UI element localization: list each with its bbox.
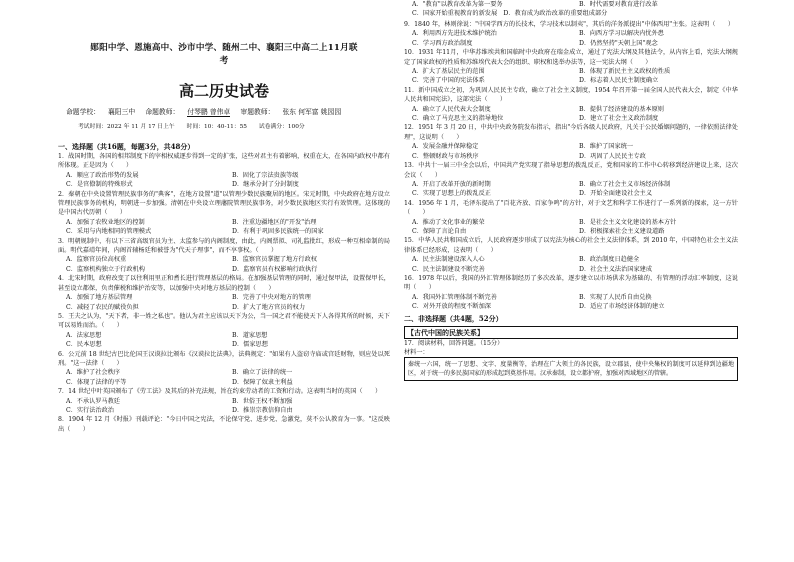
question-stem: 5．王夫之认为，"天下者，非一姓之私也"。他认为君主应该以天下为公，当一国之君不能使天下人各得其所的时候，天下可以易姓而治。（ ） — [58, 312, 390, 330]
exam-time: 时间：10：40-11：55 — [186, 124, 247, 130]
option-b: B．时代需要对教育进行改革 — [579, 1, 658, 8]
left-column — [58, 0, 390, 562]
option-b: D．积极探索社会主义建设道路 — [579, 227, 665, 235]
option-b: D．儒家思想 — [232, 341, 268, 349]
option-row — [58, 368, 390, 377]
option-b: B．世俗王权不断加强 — [232, 397, 293, 405]
option-row — [58, 378, 390, 387]
option-a: C．监察机构独立于行政机构 — [66, 265, 145, 273]
q8-options — [404, 0, 738, 19]
subject-title: 高二历史试卷 — [178, 82, 269, 100]
option-a: A．维护了社会秩序 — [66, 369, 120, 377]
option-row — [404, 180, 738, 189]
option-b: B．注重边疆地区的"开发"治理 — [232, 218, 317, 226]
option-a: C．民主法制建设不断完善 — [412, 265, 485, 273]
question-stem: 1．战国时期，各国的相邦制度下的宰相权威逐步得到一定的扩张，这些对君主有着影响，权重在大，在各国内政权中都有所体现。正是因为（ ） — [58, 153, 390, 170]
option-row — [58, 340, 390, 349]
option-row — [404, 0, 738, 9]
option-b: D．标志着人民民主制度确立 — [579, 77, 659, 85]
option-a: C．减轻了农民的赋役负担 — [66, 303, 139, 311]
option-row — [58, 180, 390, 189]
option-row — [404, 152, 738, 161]
question-stem: 14．1956 年 1 月，毛泽东提出了"百花齐放、百家争鸣"的方针，对于文艺和科学工作进行了一系列新的探索，这一方针（ ） — [404, 199, 738, 217]
question-stem: 8．1904 年 12 月《时报》刊载评论："今日中国之宪法，不论保守党、进步党、急激党，莫不公认教育为一事。"这反映出（ ） — [58, 416, 390, 433]
option-a: C．确立了马克思主义的指导地位 — [412, 115, 504, 123]
option-a: C．整顿财政与市场秩序 — [412, 152, 479, 160]
option-row — [58, 265, 390, 274]
question-stem: 11．新中国成立之初，为巩固人民民主专政，确立了社会主义制度，1954 年召开第一届全国人民代表大会，制定《中华人民共和国宪法》，这部宪法（ ） — [404, 86, 738, 104]
option-b: D．保障了奴隶主利益 — [232, 378, 293, 386]
writer-names: 付琴鹏 曾伟卓 — [187, 108, 231, 116]
question-stem: 16．1978 年以后，我国的外汇管理体制经历了多次改革，逐步建立以市场供求为基础的、有管理的浮动汇率制度，这说明（ ） — [404, 274, 738, 292]
option-row — [404, 142, 738, 151]
option-b: B．道家思想 — [232, 331, 268, 339]
option-a: A．顺应了政治形势的发展 — [66, 171, 139, 179]
option-a: A．不承认罗马教廷 — [66, 397, 120, 405]
question-stem: 15．中华人民共和国成立后，人民政府逐步形成了以宪法为核心的社会主义法律体系，到 2010 年，中国特色社会主义法律体系已经形成，这表明（ ） — [404, 237, 738, 254]
option-row — [58, 303, 390, 312]
option-row — [404, 39, 738, 48]
option-b: D．建立了社会主义政治制度 — [579, 115, 659, 123]
option-a: A．我国外汇管理体制不断完善 — [412, 293, 497, 301]
option-a: C．对外开放的程度不断加深 — [412, 303, 491, 311]
option-row — [58, 397, 390, 406]
right-column — [404, 0, 738, 562]
section-2-heading: 二、非选择题（共4题，52分） — [404, 313, 503, 323]
option-row — [404, 105, 738, 114]
option-row — [404, 114, 738, 123]
option-row — [404, 302, 738, 311]
option-a: A．加强了农牧业地区的控制 — [66, 218, 145, 226]
material-label: 材料一： — [404, 349, 429, 356]
question-stem: 4．北宋时期，政府改变了以往利用里正和耆长进行管理基层的格局。在加强基层管理的同时，通过保甲法，设置保甲长，甚至设立都保，负责催税和维护治安等，以加强中央对地方基层的控制（ ） — [58, 275, 390, 292]
option-a: C．学习西方政治制度 — [412, 39, 473, 47]
writer-label: 命题教师： — [145, 108, 180, 116]
option-row — [58, 218, 390, 227]
question-stem: 7．14 世纪中叶英国颁布了《劳工法》及其后的补充法规，旨在约束劳动者的工资和行动。这表明当时的英国（ ） — [58, 388, 382, 396]
option-b: D．适应了市场经济体制的建立 — [579, 303, 665, 311]
option-b: B．确立了法律的统一 — [232, 369, 293, 377]
option-a: A．扩大了基层民主的范围 — [412, 68, 485, 76]
option-b: D．社会主义法治国家建成 — [579, 265, 653, 273]
option-row — [404, 189, 738, 198]
option-b: B．维护了国家统一 — [579, 143, 634, 151]
exam-date: 考试时间：2022 年 11 月 17 日上午 — [78, 124, 175, 130]
option-a: A．加强了地方基层管理 — [66, 294, 133, 302]
question-stem: 2．秦朝在中央设置管理民族事务的"典客"，在地方设置"道"以管理少数民族聚居的地区。宋元时期，中央政府在地方设立管理民族事务的机构，明朝进一步加强。清朝在中央设立理藩院管理民族事务，对少数民族地区实行有效管理。这体现的是中国古代历朝（ ） — [58, 190, 390, 217]
option-b: B．实现了人民币自由兑换 — [579, 293, 652, 301]
option-a: A．"教育"以教育改革为第一要务 — [412, 1, 503, 8]
option-b: B．提供了经济建设的基本原则 — [579, 105, 664, 113]
option-a: C．完善了中国的宪法体系 — [412, 77, 485, 85]
option-b: B．是社会主义文化建设的基本方针 — [579, 218, 677, 226]
option-row — [404, 293, 738, 302]
option-row — [58, 255, 390, 264]
reviewer-names: 张东 何军富 姚园园 — [282, 108, 342, 116]
exam-title-line-1: 郧阳中学、恩施高中、沙市中学、随州二中、襄阳三中高二上11月联 — [90, 43, 358, 53]
material-box: 秦统一六国，统一了思想、文字、度量衡等，治理在广大领土的各民族，设立郡县，使中央集权的制度可以延伸到边疆地区，对于统一的多民族国家的形成起到奠基作用。汉承秦制，设立都护府，加强对西域地区的管辖。 — [404, 357, 738, 381]
option-a: C．实行法治政治 — [66, 406, 115, 414]
option-row — [404, 29, 738, 38]
option-b: B．监察官员掌握了地方行政权 — [232, 256, 317, 264]
option-a: A．确立了人民代表大会制度 — [412, 105, 491, 113]
option-a: C．保障了言论自由 — [412, 227, 467, 235]
q17-stem: 17．阅读材料，回答问题。（15分） — [404, 339, 504, 347]
option-b: B．体现了新民主主义政权的性质 — [579, 68, 671, 76]
option-b: D．扩大了地方官员的权力 — [232, 303, 306, 311]
option-b: D．监察官员有权影响行政执行 — [232, 265, 318, 273]
exam-score: 试卷满分：100分 — [258, 124, 305, 130]
option-row — [404, 227, 738, 236]
question-stem: 10．1931 年11月，中华苏维埃共和国临时中央政府在瑞金成立，通过了宪法大纲及其他法令，从内容上看，宪法大纲规定了国家政权的性质和苏维埃代表大会的组织、职权和选举办法等，这一宪法大纲（ ） — [404, 49, 738, 66]
option-row — [58, 227, 390, 236]
question-stem: 9．1840 年，林则徐说："中国学西方的长技术，学习技术以制夷"，其后的洋务派提出"中体西用"主张。这表明（ ） — [404, 21, 735, 28]
section-2-topic: 【古代中国的民族关系】 — [404, 326, 738, 339]
option-row — [404, 76, 738, 85]
option-a: A．利用西方先进技术维护统治 — [412, 30, 497, 38]
question-stem: 12．1951 年 3 月 20 日，中共中央政务院发布指示，指出"今后各级人民政府，凡关于公民婚姻问题的，一律依照法律处理"，这说明（ ） — [404, 124, 738, 141]
right-question-flow — [404, 20, 738, 381]
reviewer-label: 审题教师： — [240, 108, 275, 116]
option-b: D．巩固了人民民主专政 — [579, 152, 646, 160]
option-a: A．发展金融并保障稳定 — [412, 143, 479, 151]
option-b: D．有利于巩固多民族统一的国家 — [232, 228, 324, 236]
option-a: A．开启了改革开放的新时期 — [412, 180, 491, 188]
option-row — [404, 265, 738, 274]
section-1-heading: 一、选择题（共16题，每题3分，共48分） — [58, 142, 195, 151]
option-a: A．民主法制建设深入人心 — [412, 256, 485, 264]
option-b: D．推崇宗教信仰自由 — [232, 406, 293, 414]
option-b: B．政治制度日趋健全 — [579, 256, 640, 264]
question-stem: 3．明朝规制中，有以下三省高级官员为主、太监参与的内阁制度，由此，内阁票拟、司礼监批红，形成一种互相牵制的局面。明代嘉靖年间，内阁首辅杨廷和被誉为"代天子理事"，而不享事权。（ ） — [58, 237, 390, 255]
option-row-full: C．国家开始重视教育的新发展 D．教育成为政治改革的重要组成部分 — [412, 10, 608, 18]
exam-info-line — [78, 121, 315, 130]
option-row — [58, 331, 390, 340]
option-b: B．确立了社会主义市场经济体制 — [579, 180, 671, 188]
option-b: D．继承分封了分封制度 — [232, 181, 299, 189]
option-row — [404, 67, 738, 76]
left-question-flow — [58, 140, 390, 434]
option-a: A．法家思想 — [66, 331, 102, 339]
option-a: C．体现了法律的平等 — [66, 378, 127, 386]
option-b: D．开始全面建设社会主义 — [579, 190, 653, 198]
author-line — [66, 106, 349, 116]
option-b: B．固化了宗法贵族等级 — [232, 171, 299, 179]
option-a: C．是官僚制的特殊形式 — [66, 181, 133, 189]
option-a: C．民本思想 — [66, 341, 102, 349]
option-row — [58, 293, 390, 302]
option-a: A．监察官员位高权重 — [66, 256, 127, 264]
option-row — [404, 255, 738, 264]
option-b: B．完善了中央对地方的管理 — [232, 294, 311, 302]
exam-title-line-2: 考 — [219, 56, 229, 66]
option-a: A．推动了文化事业的繁荣 — [412, 218, 485, 226]
option-b: D．仍然坚持"天朝上国"观念 — [579, 39, 658, 47]
school-label: 命题学校： — [66, 108, 100, 116]
question-stem: 6．公元前 18 世纪古巴比伦国王汉谟拉比颁布《汉谟拉比法典》，法典规定："如果有人盗窃寺庙或宫廷财物，则应处以死刑。"这一法律（ ） — [58, 350, 390, 367]
option-row — [58, 171, 390, 180]
option-b: B．向西方学习以解决内忧外患 — [579, 30, 664, 38]
option-a: C．采用与内地相同的管理模式 — [66, 228, 152, 236]
option-row — [58, 406, 390, 415]
school-name: 襄阳三中 — [107, 108, 136, 116]
option-row — [404, 218, 738, 227]
option-a: C．实现了思想上的拨乱反正 — [412, 190, 491, 198]
question-stem: 13．中共十一届三中全会以后，中国共产党实现了指导思想的拨乱反正，党和国家的工作中心转移到经济建设上来，这次会议（ ） — [404, 162, 738, 179]
